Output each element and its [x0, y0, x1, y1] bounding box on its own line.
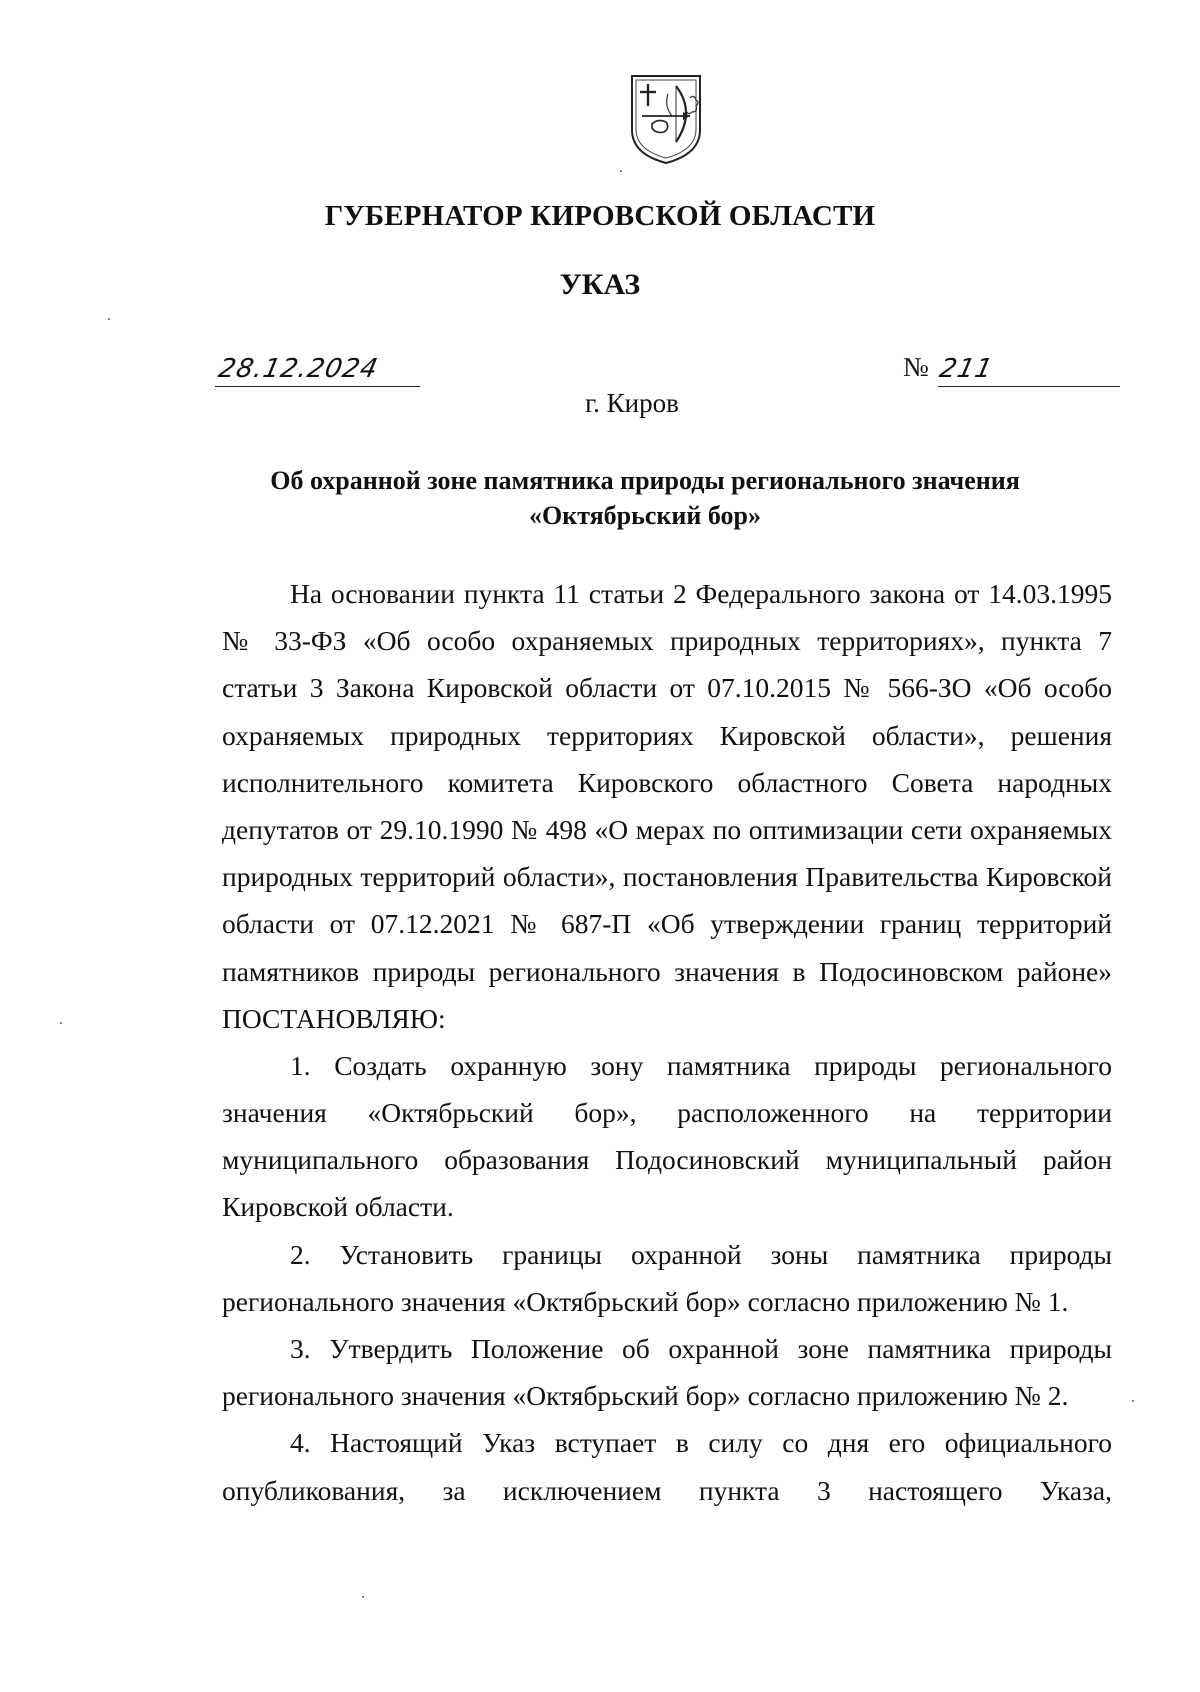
preamble-line: депутатов от 29.10.1990 № 498 «О мерах по оптимизации сети охраняемых [222, 813, 1112, 845]
title-line-1: Об охранной зоне памятника природы регионального значения [270, 466, 1020, 495]
scan-speck [108, 318, 110, 320]
document-number: 211 [936, 354, 996, 384]
issue-city: г. Киров [585, 388, 679, 418]
document-type: УКАЗ [559, 268, 641, 301]
document-body [222, 570, 1112, 1514]
item-1-line: муниципального образования Подосиновский муниципальный район [222, 1144, 1112, 1176]
document-number-field [938, 356, 1120, 387]
preamble-line: области от 07.12.2021 № 687-П «Об утверждении границ территорий [222, 908, 1112, 940]
item-3-line: 3. Утвердить Положение об охранной зоне памятника природы [290, 1333, 1112, 1364]
scan-speck [620, 170, 622, 172]
item-4-line: опубликования, за исключением пункта 3 настоящего Указа, [222, 1474, 1112, 1506]
document-date-field [215, 356, 420, 387]
issuing-authority: ГУБЕРНАТОР КИРОВСКОЙ ОБЛАСТИ [324, 200, 876, 232]
scan-speck [60, 1022, 62, 1024]
document-title [220, 463, 1070, 533]
number-label: № [903, 352, 929, 382]
preamble-line: статьи 3 Закона Кировской области от 07.10.2015 № 566-ЗО «Об особо [222, 672, 1112, 704]
scan-speck [1132, 1400, 1134, 1402]
item-1-line: 1. Создать охранную зону памятника природы регионального [290, 1049, 1112, 1081]
item-2-line: регионального значения «Октябрьский бор» согласно приложению № 1. [222, 1285, 1069, 1317]
preamble-line: № 33-ФЗ «Об особо охраняемых природных территориях», пункта 7 [222, 625, 1112, 657]
preamble-line: исполнительного комитета Кировского областного Совета народных [222, 766, 1112, 798]
item-1-line: значения «Октябрьский бор», расположенного на территории [222, 1097, 1112, 1129]
item-4-line: 4. Настоящий Указ вступает в силу со дня его официального [290, 1427, 1112, 1459]
item-1-line: Кировской области. [222, 1191, 454, 1223]
preamble-line: природных территорий области», постановления Правительства Кировской [222, 861, 1112, 893]
scan-speck [362, 1596, 364, 1598]
coat-of-arms-icon [628, 72, 704, 166]
document-date: 28.12.2024 [215, 354, 382, 384]
preamble-line: охраняемых природных территориях Кировской области», решения [222, 719, 1112, 751]
item-2-line: 2. Установить границы охранной зоны памятника природы [290, 1238, 1112, 1270]
preamble-line: памятников природы регионального значения в Подосиновском районе» [222, 955, 1112, 987]
decree-keyword: ПОСТАНОВЛЯЮ: [222, 1002, 446, 1034]
item-3-line: регионального значения «Октябрьский бор» согласно приложению № 2. [222, 1380, 1069, 1412]
title-line-2: «Октябрьский бор» [528, 501, 761, 530]
preamble-line: На основании пункта 11 статьи 2 Федерального закона от 14.03.1995 [290, 578, 1112, 609]
